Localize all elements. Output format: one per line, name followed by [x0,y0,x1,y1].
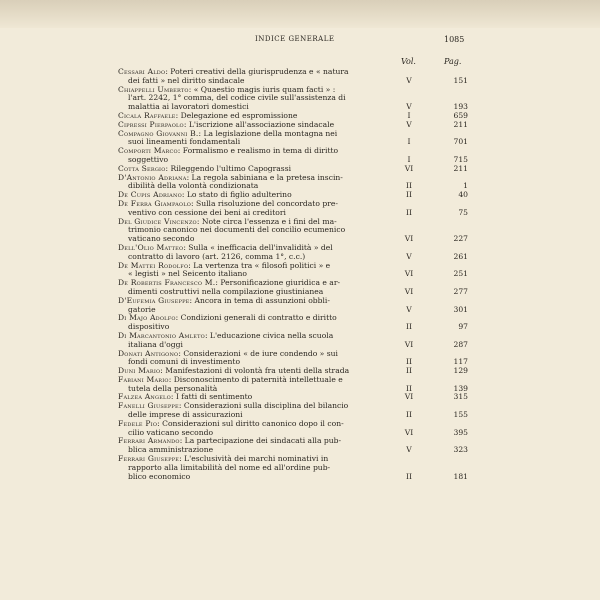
entry-line [118,147,470,156]
entry-author: Cessari Aldo [118,67,166,76]
page-number: 1085 [444,35,465,44]
entry-title-text: : Ancora in tema di assunzioni obbli- [189,295,330,305]
entry-volume: V [406,119,412,129]
entry-title-text: : Lo stato di figlio adulterino [181,190,292,200]
entry-page: 701 [453,137,468,147]
entry-author: De Ferra Giampaolo [118,198,192,208]
index-entry [118,279,470,297]
entry-page: 301 [453,304,468,314]
entry-volume: II [406,410,412,420]
entry-page: 211 [453,163,468,173]
index-entry [118,314,470,332]
entry-title-text: trimonio canonico nei documenti del concilio ecumenico [128,225,346,235]
entry-page: 139 [453,383,468,393]
entry-volume: VI [404,286,414,296]
entry-title-text: : I fatti di sentimento [170,392,253,402]
entry-page: 97 [458,322,468,332]
entry-title-text: « legisti » nel Seicento italiano [128,269,248,279]
index-entry [118,174,470,192]
entry-author: Di Marcantonio Amleto [118,330,205,340]
index-entry [118,130,470,148]
entry-volume: VI [404,339,414,349]
entry-page: 117 [453,357,468,367]
entry-page: 323 [453,445,468,455]
entry-volume: II [406,207,412,217]
entry-author: Compagno Giovanni B. [118,128,199,138]
index-entry [118,200,470,218]
entry-title-text: : Considerazioni « de iure condendo » sui [178,348,338,358]
entry-author: D'Eufemia Giuseppe [118,295,190,305]
entry-title-text: : Rileggendo l'ultimo Capograssi [165,163,292,173]
entry-author: Fedele Pio [118,418,158,428]
entry-title-text: : La regola sabiniana e la pretesa inscin- [186,172,343,182]
entry-volume: V [406,75,412,85]
entry-title-text: dei fatti » nel diritto sindacale [128,75,245,85]
entry-title-text: italiana d'oggi [128,339,183,349]
entry-title-text: : La partecipazione dei sindacati alla pub- [179,436,342,446]
entry-author: Cotta Sergio [118,163,166,173]
entry-line [118,314,470,323]
entry-author: Di Majo Adolfo [118,313,176,323]
entry-author: Dell'Olio Matteo [118,242,184,252]
running-title: INDICE GENERALE [255,35,335,43]
entry-page: 211 [453,119,468,129]
entry-volume: II [406,357,412,367]
entry-page: 261 [453,251,468,261]
entry-title-text: : Formalismo e realismo in tema di diritto [177,146,339,156]
index-entry [118,147,470,165]
entry-volume: VI [404,269,414,279]
entry-page: 659 [453,110,468,120]
entry-title-text: : « Quaestio magis iuris quam facti » : [188,84,336,94]
entry-volume: V [406,251,412,261]
entry-author: Cipressi Pierpaolo [118,119,184,129]
entry-title-text: : Delegazione ed espromissione [175,110,298,120]
entry-volume: II [406,366,412,376]
entry-page: 315 [453,392,468,402]
entry-volume: I [407,154,411,164]
entry-page: 251 [453,269,468,279]
entry-page: 155 [453,410,468,420]
entry-title-text: delle imprese di assicurazioni [128,410,243,420]
entry-title-text: ventivo con cessione dei beni ai creditori [128,207,286,217]
entry-volume: V [406,304,412,314]
index-entry [118,218,470,244]
entry-author: Fabiani Mario [118,374,169,384]
entry-author: Ferrari Giuseppe [118,454,180,464]
entry-title-text: : Sulla risoluzione del concordato pre- [191,198,338,208]
entry-volume: II [406,190,412,200]
entry-author: De Mattei Rodolfo [118,260,189,270]
entry-volume: II [406,383,412,393]
entry-page: 193 [453,102,468,112]
index-entry [118,376,470,394]
entry-title-text: dispositivo [128,322,170,332]
entry-author: Fanelli Giuseppe [118,401,179,411]
entry-volume: VI [404,392,414,402]
index-entries [118,68,470,481]
entry-title-text: rapporto alla limitabilità del nome ed all'ordine pub- [128,462,331,472]
entry-volume: I [407,137,411,147]
entry-title-text: : Condizioni generali di contratto e diritto [175,313,337,323]
entry-title-text: : Personificazione giuridica e ar- [215,278,341,288]
entry-volume: II [406,471,412,481]
entry-title-text: soggettivo [128,154,169,164]
entry-volume: V [406,445,412,455]
entry-title-text: tutela della personalità [128,383,218,393]
index-entry [118,244,470,262]
entry-volume: II [406,181,412,191]
entry-title-text: dimenti costruttivi nella compilazione giustinianea [128,286,324,296]
entry-volume: I [407,110,411,120]
entry-title-text: cilio vaticano secondo [128,427,214,437]
entry-author: De Cupis Adriano [118,190,182,200]
entry-line [118,297,470,306]
entry-title-text: : L'iscrizione all'associazione sindacale [183,119,335,129]
entry-title-text: fondi comuni di investimento [128,357,241,367]
entry-page: 151 [453,75,468,85]
entry-volume: V [406,102,412,112]
entry-title-text: : La legislazione della montagna nei [198,128,338,138]
column-header-vol: Vol. [401,57,416,66]
index-entry [118,350,470,368]
entry-page: 129 [453,366,468,376]
index-entry [118,262,470,280]
entry-title-text: : Note circa l'essenza e i fini del ma- [196,216,337,226]
column-header-pag: Pag. [444,57,462,66]
index-entry [118,332,470,350]
entry-title-text: : L'esclusività dei marchi nominativi in [179,454,329,464]
entry-author: Duni Mario [118,366,161,376]
entry-author: Comporti Marco [118,146,178,156]
entry-title-text: : Manifestazioni di volontà fra utenti della strada [160,366,350,376]
entry-volume: II [406,322,412,332]
entry-title-text: contratto di lavoro (art. 2126, comma 1°, c.c.) [128,251,306,261]
entry-title-text: : Poteri creativi della giurisprudenza e « natura [165,67,349,76]
entry-title-text: blica amministrazione [128,445,214,455]
entry-title-text: suoi lineamenti fondamentali [128,137,241,147]
entry-title-text: : L'educazione civica nella scuola [204,330,334,340]
index-entry [118,402,470,420]
entry-line [118,473,470,482]
entry-page: 227 [453,234,468,244]
entry-title-text: l'art. 2242, 1° comma, del codice civile sull'assistenza di [128,93,346,103]
entry-page: 75 [458,207,468,217]
entry-page: 715 [453,154,468,164]
entry-author: Donati Antigono [118,348,179,358]
entry-author: De Robertis Francesco M. [118,278,216,288]
entry-author: Falzea Angelo [118,392,171,402]
entry-title-text: : La vertenza tra « filosofi politici » e [188,260,331,270]
entry-title-text: gatorie [128,304,156,314]
index-entry [118,420,470,438]
index-entry [118,68,470,86]
entry-page: 287 [453,339,468,349]
entry-title-text: : Considerazioni sul diritto canonico dopo il con- [157,418,344,428]
entry-volume: VI [404,163,414,173]
entry-author: Chiappelli Umberto [118,84,189,94]
entry-title-text: vaticano secondo [128,234,195,244]
index-entry [118,86,470,112]
entry-page: 1 [463,181,468,191]
entry-page: 395 [453,427,468,437]
entry-author: Cicala Raffaele [118,110,176,120]
index-entry [118,455,470,481]
index-entry [118,437,470,455]
entry-title-text: blico economico [128,471,191,481]
entry-volume: VI [404,427,414,437]
entry-title-text: : Sulla « inefficacia dell'invalidità » del [183,242,333,252]
entry-author: Del Giudice Vincenzo [118,216,197,226]
entry-page: 181 [453,471,468,481]
index-entry [118,297,470,315]
entry-page: 40 [458,190,468,200]
entry-page: 277 [453,286,468,296]
entry-title-text: malattia ai lavoratori domestici [128,102,249,112]
entry-title-text: : Disconoscimento di paternità intellettuale e [168,374,343,384]
entry-author: Ferrari Armando [118,436,180,446]
entry-title-text: : Considerazioni sulla disciplina del bilancio [178,401,349,411]
entry-volume: VI [404,234,414,244]
entry-author: D'Antonio Adriana [118,172,187,182]
entry-title-text: dibilità della volontà condizionata [128,181,259,191]
